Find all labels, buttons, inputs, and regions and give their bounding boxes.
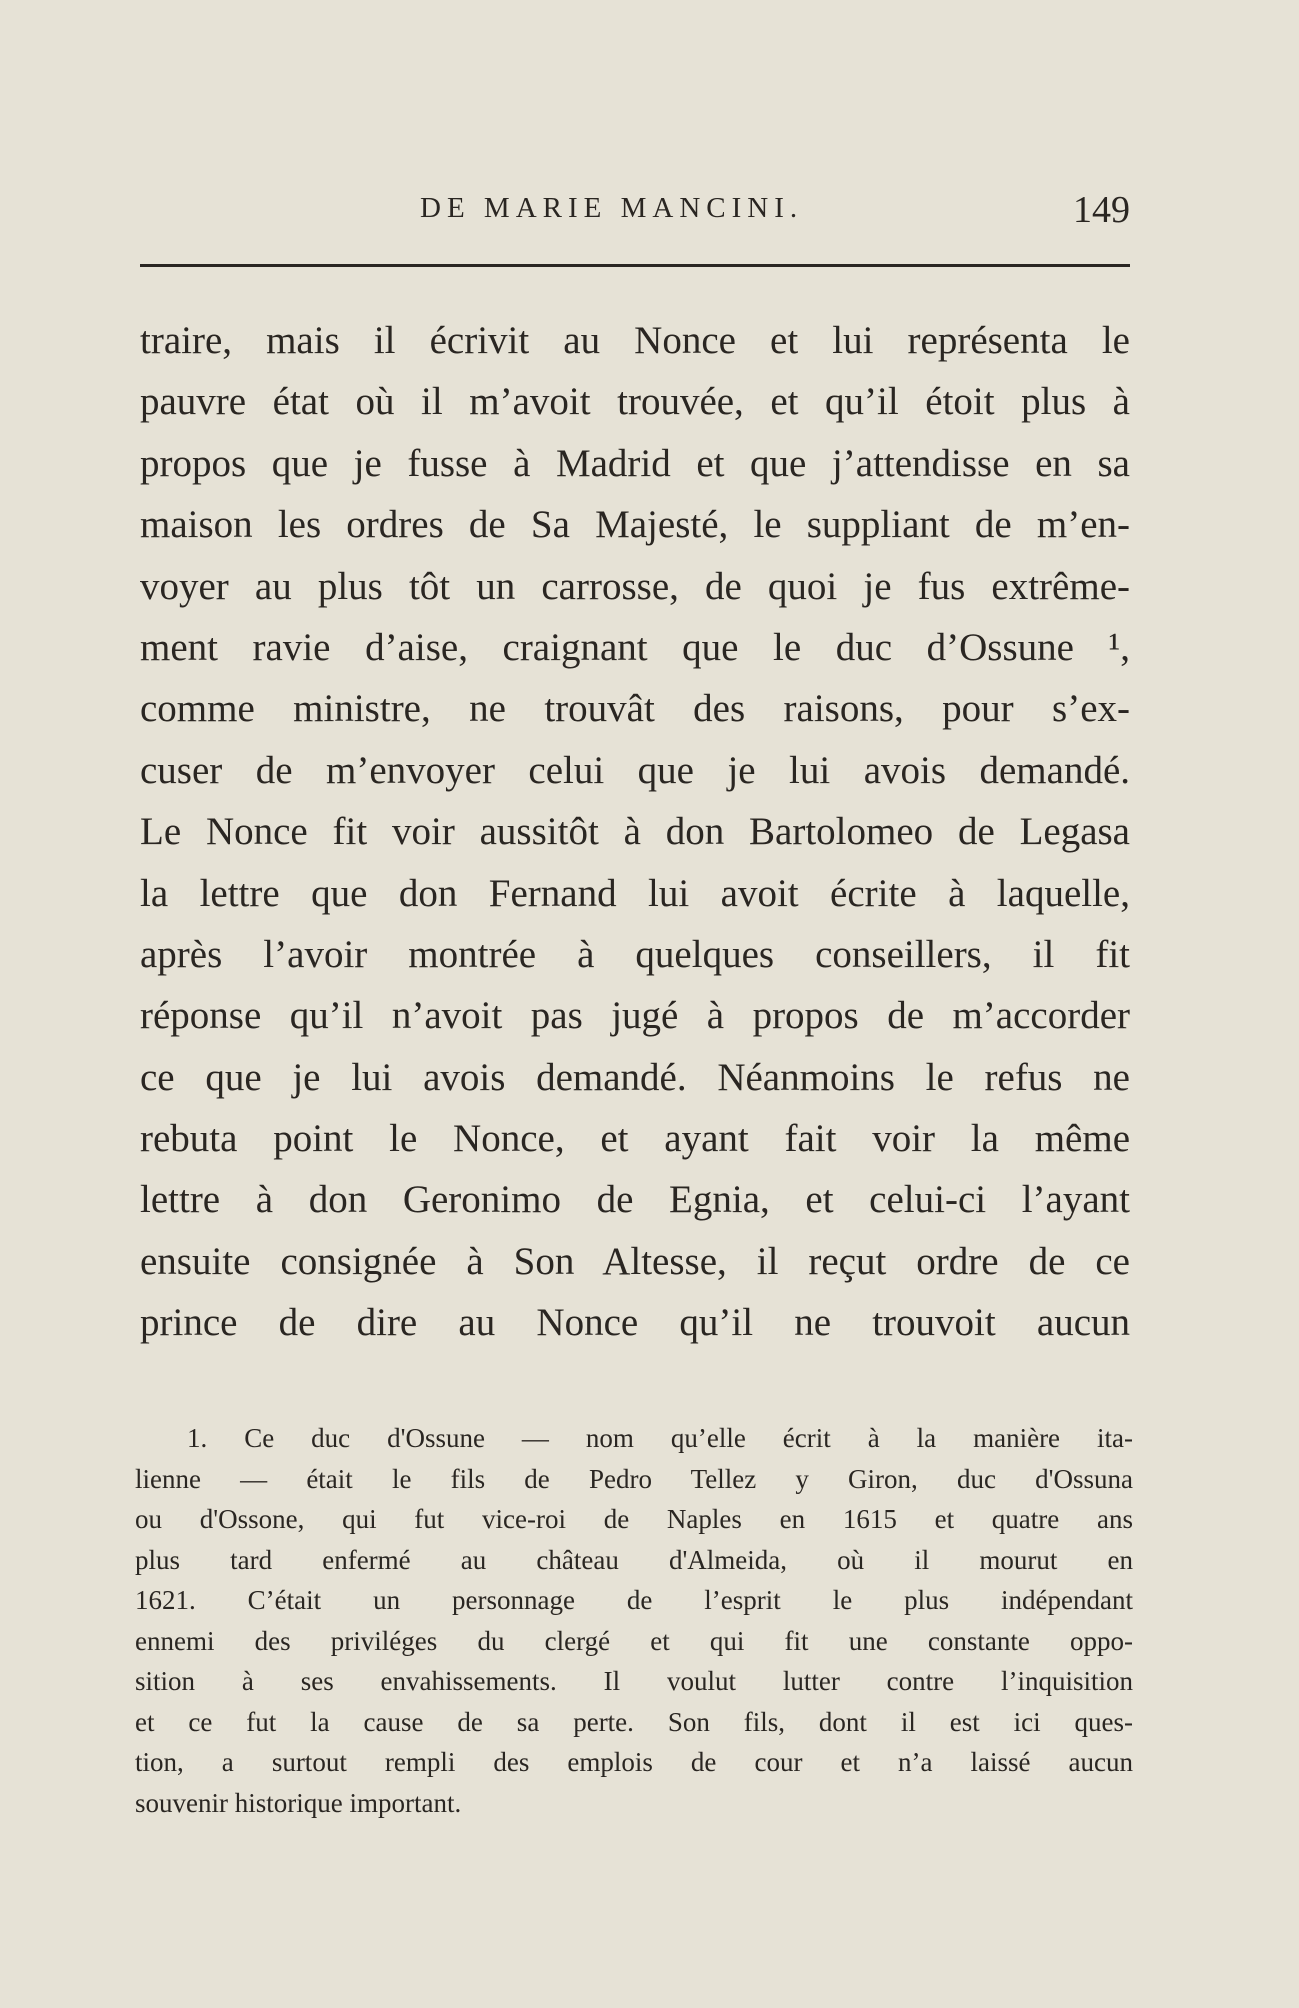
body-line: ment ravie d’aise, craignant que le duc d’Ossune ¹, — [140, 625, 1130, 669]
body-line: voyer au plus tôt un carrosse, de quoi je fus extrême- — [140, 564, 1130, 608]
body-line: ce que je lui avois demandé. Néanmoins le refus ne — [140, 1055, 1130, 1099]
body-line: lettre à don Geronimo de Egnia, et celui-ci l’ayant — [140, 1178, 1130, 1222]
body-line: prince de dire au Nonce qu’il ne trouvoit aucun — [140, 1301, 1130, 1345]
footnote-line: sition à ses envahissements. Il voulut lutter contre l’inquisition — [135, 1666, 1133, 1696]
footnote-line: ennemi des priviléges du clergé et qui fit une constante oppo- — [135, 1625, 1133, 1656]
body-line: rebuta point le Nonce, et ayant fait voir la même — [140, 1117, 1130, 1161]
footnote-line: souvenir historique important. — [135, 1787, 462, 1818]
body-line: ensuite consignée à Son Altesse, il reçut ordre de ce — [140, 1239, 1130, 1283]
footnote-line: lienne — était le fils de Pedro Tellez y Giron, duc d'Ossuna — [135, 1463, 1133, 1494]
header-rule — [140, 264, 1130, 267]
body-line: maison les ordres de Sa Majesté, le suppliant de m’en- — [140, 503, 1130, 547]
running-title: DE MARIE MANCINI. — [420, 192, 804, 224]
running-head — [140, 188, 1130, 248]
page-number: 149 — [1073, 189, 1130, 231]
body-line: après l’avoir montrée à quelques conseillers, il fit — [140, 932, 1130, 976]
footnote-line: 1621. C’était un personnage de l’esprit le plus indépendant — [135, 1585, 1133, 1615]
body-line: traire, mais il écrivit au Nonce et lui représenta le — [140, 319, 1130, 362]
footnote-line: tion, a surtout rempli des emplois de cour et n’a laissé aucun — [135, 1747, 1133, 1777]
body-line: comme ministre, ne trouvât des raisons, pour s’ex- — [140, 687, 1130, 731]
footnote — [135, 1418, 1133, 1823]
footnote-line: et ce fut la cause de sa perte. Son fils, dont il est ici ques- — [135, 1706, 1133, 1737]
footnote-line: plus tard enfermé au château d'Almeida, où il mourut en — [135, 1544, 1133, 1575]
footnote-line: 1. Ce duc d'Ossune — nom qu’elle écrit à la manière ita- — [187, 1423, 1133, 1453]
body-line: pauvre état où il m’avoit trouvée, et qu’il étoit plus à — [140, 380, 1130, 424]
body-line: la lettre que don Fernand lui avoit écrite à laquelle, — [140, 871, 1130, 915]
body-line: Le Nonce fit voir aussitôt à don Bartolomeo de Legasa — [140, 810, 1130, 854]
footnote-line: ou d'Ossone, qui fut vice-roi de Naples en 1615 et quatre ans — [135, 1504, 1133, 1534]
body-line: cuser de m’envoyer celui que je lui avois demandé. — [140, 748, 1130, 792]
body-line: propos que je fusse à Madrid et que j’attendisse en sa — [140, 441, 1130, 485]
body-text — [140, 310, 1130, 1354]
body-line: réponse qu’il n’avoit pas jugé à propos de m’accorder — [140, 994, 1130, 1038]
